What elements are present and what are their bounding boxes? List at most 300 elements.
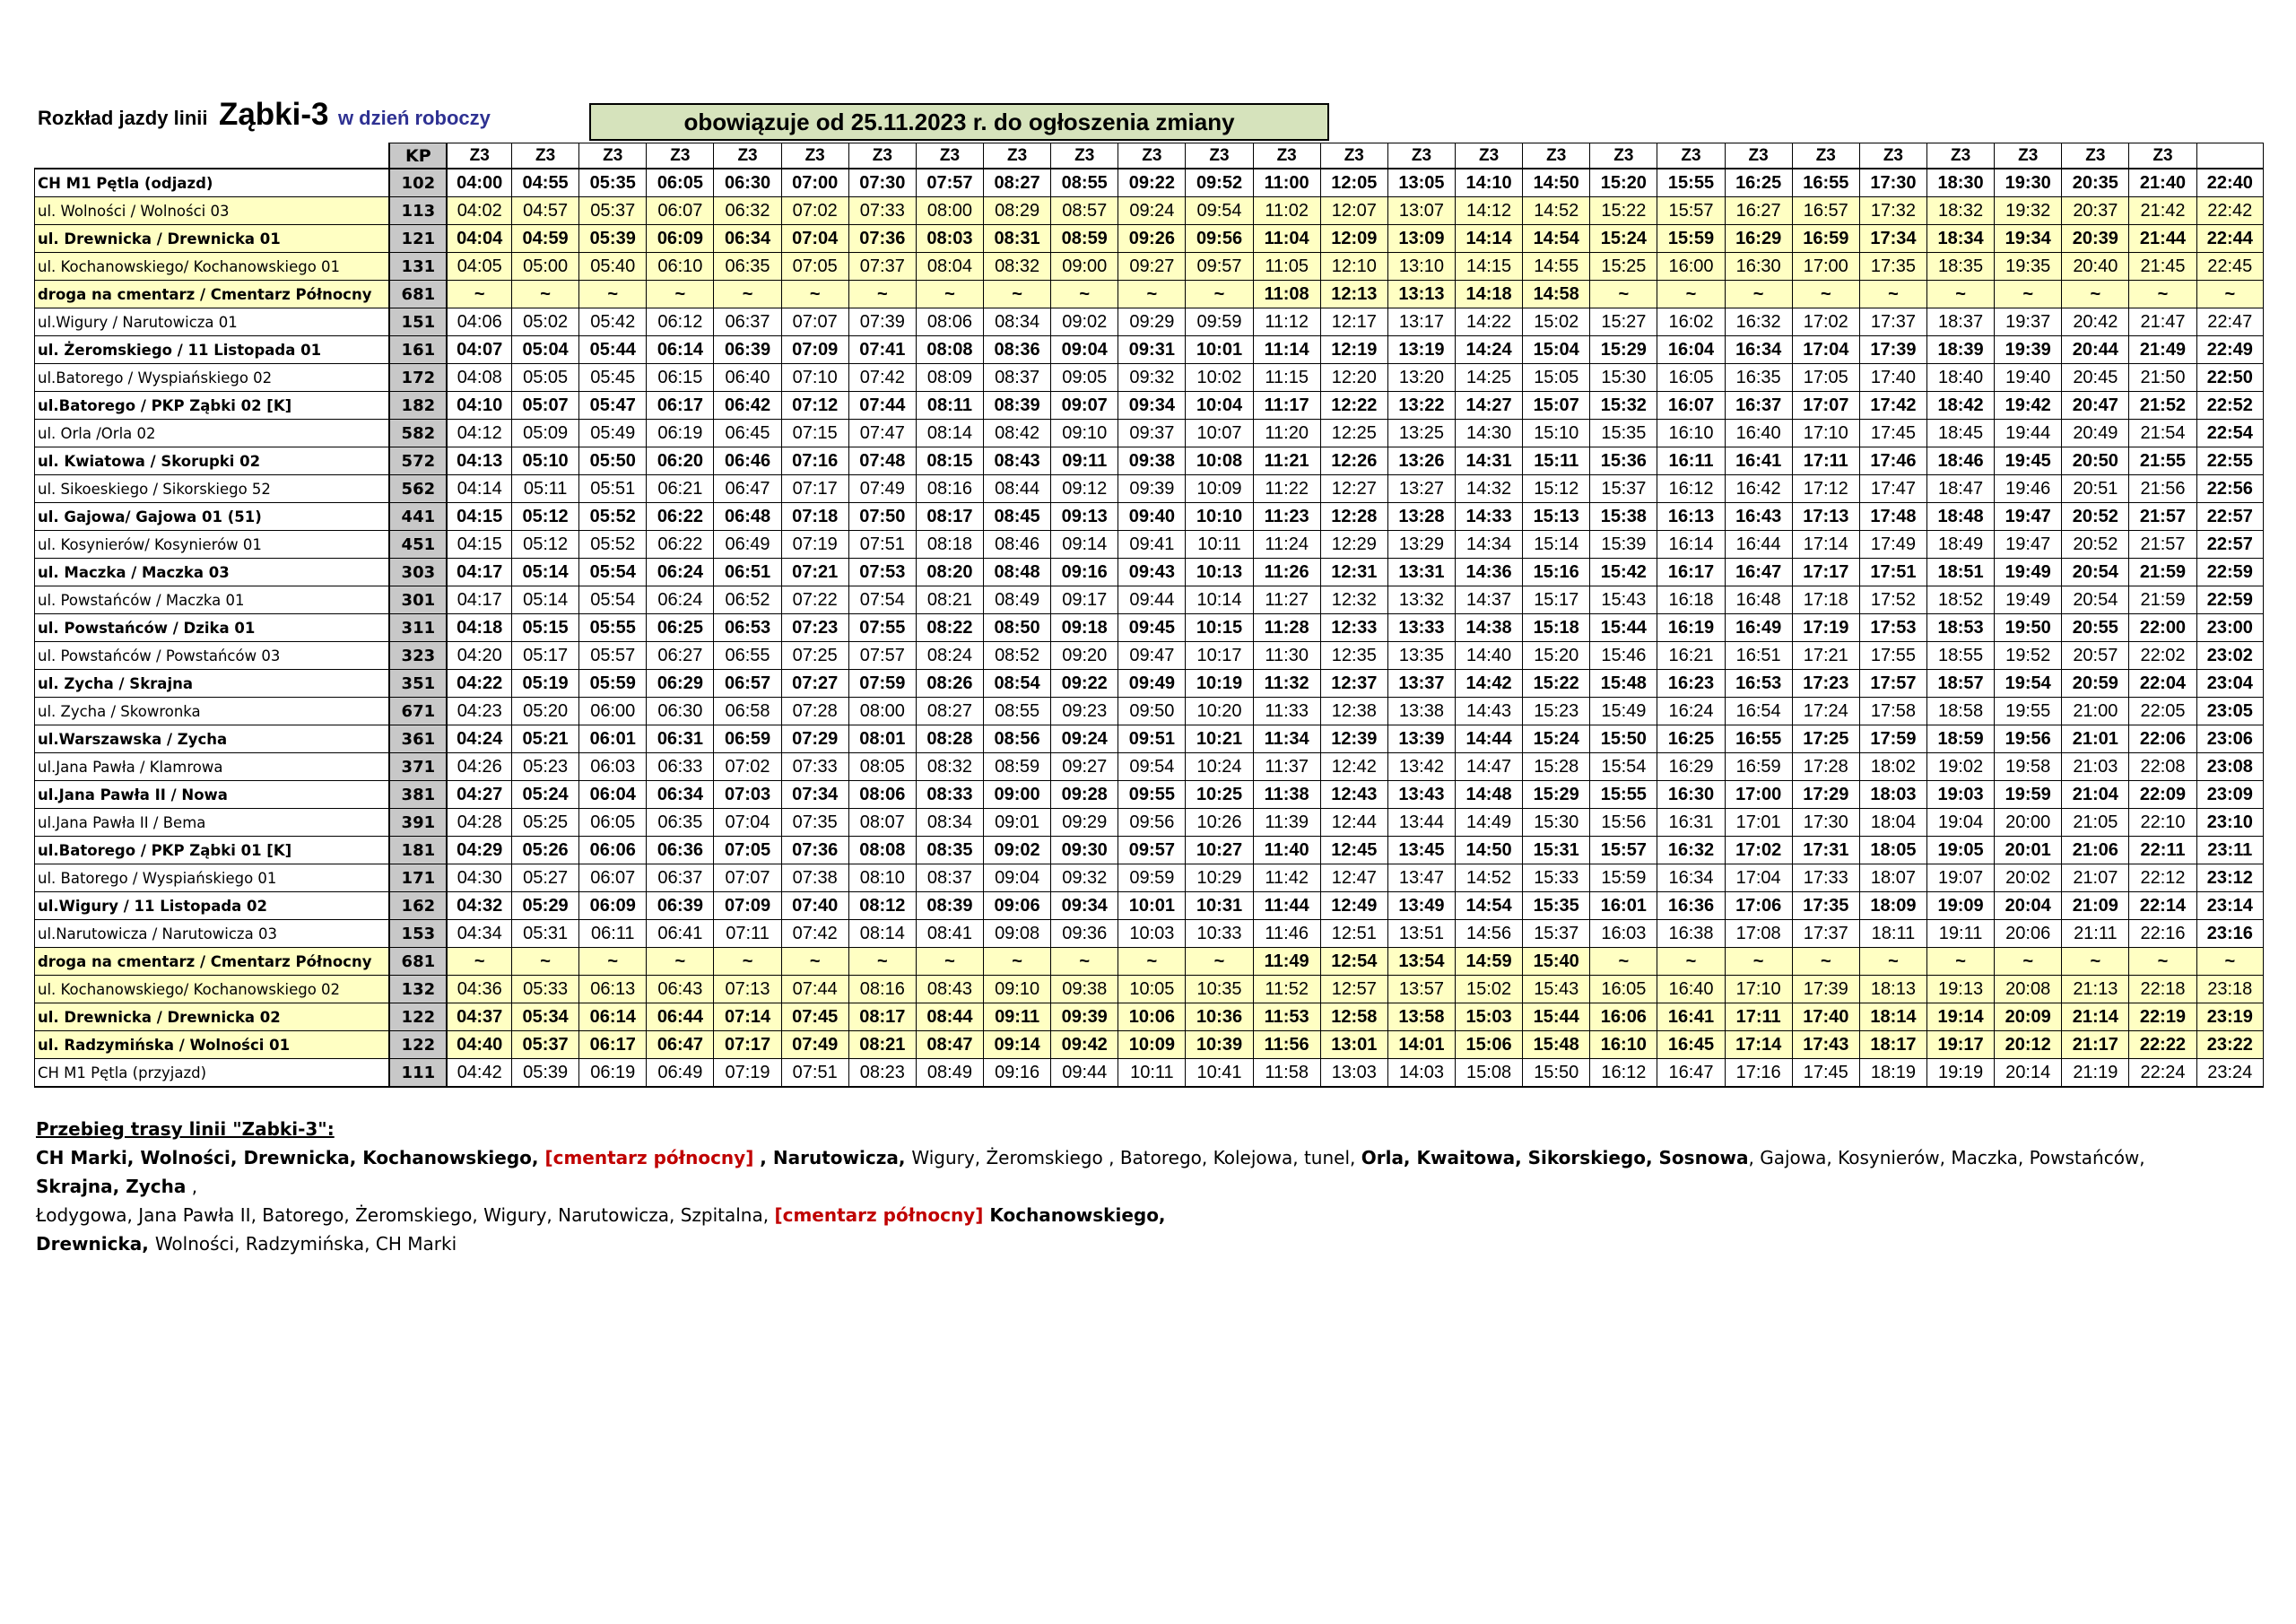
stop-kp: 171 [389, 864, 447, 892]
departure-time: 11:46 [1253, 920, 1320, 948]
course-header: Z3 [1523, 143, 1590, 169]
departure-time: 11:23 [1253, 503, 1320, 531]
departure-time: 10:04 [1186, 392, 1253, 420]
departure-time: 15:55 [1657, 169, 1725, 197]
departure-time: 06:30 [714, 169, 781, 197]
stop-kp: 391 [389, 809, 447, 837]
departure-time: 19:30 [1995, 169, 2062, 197]
departure-time: 12:32 [1320, 586, 1387, 614]
stop-kp: 111 [389, 1059, 447, 1088]
departure-time: 05:42 [579, 308, 647, 336]
stop-row [35, 642, 2264, 670]
course-header: Z3 [984, 143, 1051, 169]
departure-time: 19:11 [1927, 920, 1995, 948]
departure-time: 11:52 [1253, 976, 1320, 1003]
departure-time: 21:14 [2062, 1003, 2129, 1031]
departure-time: 07:45 [781, 1003, 848, 1031]
departure-time: 06:07 [579, 864, 647, 892]
departure-time: 17:37 [1792, 920, 1859, 948]
departure-time: 22:47 [2196, 308, 2263, 336]
departure-time: 14:58 [1523, 281, 1590, 308]
route-description [36, 1115, 2224, 1258]
departure-time: 06:29 [647, 670, 714, 698]
departure-time: 15:22 [1590, 197, 1657, 225]
departure-time: 17:30 [1792, 809, 1859, 837]
departure-time: 20:37 [2062, 197, 2129, 225]
stop-row [35, 503, 2264, 531]
departure-time: 09:18 [1051, 614, 1118, 642]
departure-time: 08:04 [916, 253, 983, 281]
departure-time: 15:12 [1523, 475, 1590, 503]
departure-time: 20:52 [2062, 531, 2129, 559]
departure-time: 22:44 [2196, 225, 2263, 253]
timetable-table [34, 143, 2264, 1088]
departure-time: 16:57 [1792, 197, 1859, 225]
route-segment: , [186, 1176, 198, 1197]
departure-time: 15:50 [1590, 725, 1657, 753]
course-header: Z3 [1792, 143, 1859, 169]
departure-time: 21:59 [2129, 586, 2196, 614]
departure-time: 18:57 [1927, 670, 1995, 698]
departure-time: 07:02 [781, 197, 848, 225]
departure-time: 09:05 [1051, 364, 1118, 392]
departure-time: 06:37 [647, 864, 714, 892]
departure-time: ~ [1118, 948, 1186, 976]
departure-time: 17:43 [1792, 1031, 1859, 1059]
departure-time: 17:58 [1859, 698, 1926, 725]
stop-kp: 161 [389, 336, 447, 364]
course-header: Z3 [1387, 143, 1455, 169]
departure-time: 16:59 [1725, 753, 1792, 781]
departure-time: 05:44 [579, 336, 647, 364]
departure-time: 15:48 [1523, 1031, 1590, 1059]
departure-time: 09:52 [1186, 169, 1253, 197]
departure-time: 11:38 [1253, 781, 1320, 809]
departure-time: 06:39 [714, 336, 781, 364]
departure-time: 05:25 [512, 809, 579, 837]
departure-time: 18:35 [1927, 253, 1995, 281]
departure-time: 05:59 [579, 670, 647, 698]
departure-time: 20:40 [2062, 253, 2129, 281]
departure-time: 09:29 [1118, 308, 1186, 336]
departure-time: 08:21 [848, 1031, 916, 1059]
stop-row [35, 948, 2264, 976]
departure-time: 14:56 [1456, 920, 1523, 948]
departure-time: 20:51 [2062, 475, 2129, 503]
course-header: Z3 [1657, 143, 1725, 169]
departure-time: 15:40 [1523, 948, 1590, 976]
departure-time: 07:38 [781, 864, 848, 892]
departure-time: 19:46 [1995, 475, 2062, 503]
course-header: Z3 [2062, 143, 2129, 169]
departure-time: 11:56 [1253, 1031, 1320, 1059]
course-header: Z3 [512, 143, 579, 169]
departure-time: 16:00 [1657, 253, 1725, 281]
stop-row [35, 781, 2264, 809]
departure-time: ~ [1118, 281, 1186, 308]
departure-time: 16:24 [1657, 698, 1725, 725]
route-segment: Wolności, Radzymińska, CH Marki [154, 1233, 457, 1255]
departure-time: 18:39 [1927, 336, 1995, 364]
departure-time: 11:28 [1253, 614, 1320, 642]
departure-time: 07:04 [781, 225, 848, 253]
route-segment: [cmentarz północny] [774, 1204, 984, 1226]
departure-time: 17:14 [1792, 531, 1859, 559]
departure-time: 06:13 [579, 976, 647, 1003]
route-segment: Kochanowskiego, [983, 1204, 1166, 1226]
departure-time: 10:07 [1186, 420, 1253, 447]
course-header [2196, 143, 2263, 169]
route-segment: [cmentarz północny] [544, 1147, 754, 1168]
departure-time: 19:49 [1995, 559, 2062, 586]
departure-time: 13:05 [1387, 169, 1455, 197]
departure-time: 12:13 [1320, 281, 1387, 308]
departure-time: 09:56 [1118, 809, 1186, 837]
course-header: Z3 [1320, 143, 1387, 169]
departure-time: 22:49 [2196, 336, 2263, 364]
departure-time: 16:42 [1725, 475, 1792, 503]
departure-time: 07:55 [848, 614, 916, 642]
departure-time: 20:12 [1995, 1031, 2062, 1059]
departure-time: 09:42 [1051, 1031, 1118, 1059]
departure-time: 18:59 [1927, 725, 1995, 753]
departure-time: 11:58 [1253, 1059, 1320, 1088]
departure-time: 08:16 [916, 475, 983, 503]
departure-time: 06:15 [647, 364, 714, 392]
departure-time: 15:43 [1523, 976, 1590, 1003]
course-header: Z3 [916, 143, 983, 169]
departure-time: ~ [2062, 281, 2129, 308]
departure-time: 09:54 [1118, 753, 1186, 781]
departure-time: 06:17 [647, 392, 714, 420]
departure-time: 15:59 [1590, 864, 1657, 892]
departure-time: 04:00 [447, 169, 511, 197]
departure-time: 07:10 [781, 364, 848, 392]
departure-time: 04:26 [447, 753, 511, 781]
departure-time: 16:25 [1657, 725, 1725, 753]
departure-time: 04:40 [447, 1031, 511, 1059]
departure-time: 06:25 [647, 614, 714, 642]
stop-row [35, 1031, 2264, 1059]
departure-time: 17:47 [1859, 475, 1926, 503]
departure-time: 09:41 [1118, 531, 1186, 559]
route-line-3 [36, 1229, 2224, 1258]
stop-row [35, 586, 2264, 614]
departure-time: 06:17 [579, 1031, 647, 1059]
stop-row [35, 253, 2264, 281]
departure-time: 09:39 [1118, 475, 1186, 503]
departure-time: 18:07 [1859, 864, 1926, 892]
departure-time: 21:00 [2062, 698, 2129, 725]
departure-time: ~ [781, 281, 848, 308]
stop-name: ul. Kochanowskiego/ Kochanowskiego 02 [35, 976, 390, 1003]
departure-time: 17:51 [1859, 559, 1926, 586]
departure-time: 17:48 [1859, 503, 1926, 531]
departure-time: 16:19 [1657, 614, 1725, 642]
departure-time: 10:24 [1186, 753, 1253, 781]
departure-time: 07:17 [781, 475, 848, 503]
stop-row [35, 169, 2264, 197]
departure-time: 17:53 [1859, 614, 1926, 642]
departure-time: 14:47 [1456, 753, 1523, 781]
departure-time: 17:04 [1792, 336, 1859, 364]
departure-time: 07:42 [848, 364, 916, 392]
departure-time: 05:45 [579, 364, 647, 392]
departure-time: 08:20 [916, 559, 983, 586]
departure-time: 21:13 [2062, 976, 2129, 1003]
departure-time: 09:01 [984, 809, 1051, 837]
departure-time: 07:05 [781, 253, 848, 281]
departure-time: 16:55 [1792, 169, 1859, 197]
departure-time: 07:44 [848, 392, 916, 420]
departure-time: 05:19 [512, 670, 579, 698]
departure-time: 22:00 [2129, 614, 2196, 642]
stop-name: ul. Zycha / Skrajna [35, 670, 390, 698]
departure-time: 16:53 [1725, 670, 1792, 698]
departure-time: 09:31 [1118, 336, 1186, 364]
departure-time: 17:05 [1792, 364, 1859, 392]
departure-time: 19:42 [1995, 392, 2062, 420]
departure-time: 10:41 [1186, 1059, 1253, 1088]
departure-time: 17:01 [1725, 809, 1792, 837]
departure-time: 12:57 [1320, 976, 1387, 1003]
departure-time: 08:23 [848, 1059, 916, 1088]
stop-kp: 681 [389, 281, 447, 308]
stop-name: ul.Wigury / 11 Listopada 02 [35, 892, 390, 920]
departure-time: 14:14 [1456, 225, 1523, 253]
departure-time: 16:06 [1590, 1003, 1657, 1031]
departure-time: 14:01 [1387, 1031, 1455, 1059]
departure-time: 09:10 [984, 976, 1051, 1003]
departure-time: 07:25 [781, 642, 848, 670]
departure-time: 07:17 [714, 1031, 781, 1059]
departure-time: 21:54 [2129, 420, 2196, 447]
departure-time: 08:44 [916, 1003, 983, 1031]
departure-time: 09:36 [1051, 920, 1118, 948]
departure-time: ~ [1725, 281, 1792, 308]
departure-time: 12:37 [1320, 670, 1387, 698]
departure-time: 13:35 [1387, 642, 1455, 670]
stop-kp: 162 [389, 892, 447, 920]
departure-time: 18:37 [1927, 308, 1995, 336]
departure-time: 07:12 [781, 392, 848, 420]
departure-time: 14:48 [1456, 781, 1523, 809]
departure-time: ~ [1859, 948, 1926, 976]
departure-time: 08:49 [984, 586, 1051, 614]
departure-time: 19:56 [1995, 725, 2062, 753]
departure-time: 07:09 [781, 336, 848, 364]
departure-time: 09:16 [1051, 559, 1118, 586]
departure-time: 04:06 [447, 308, 511, 336]
departure-time: 20:09 [1995, 1003, 2062, 1031]
departure-time: 13:31 [1387, 559, 1455, 586]
departure-time: 06:35 [647, 809, 714, 837]
departure-time: ~ [579, 281, 647, 308]
departure-time: 21:44 [2129, 225, 2196, 253]
departure-time: 19:52 [1995, 642, 2062, 670]
departure-time: 16:34 [1725, 336, 1792, 364]
departure-time: 16:29 [1657, 753, 1725, 781]
departure-time: 07:21 [781, 559, 848, 586]
departure-time: ~ [2196, 281, 2263, 308]
departure-time: 20:00 [1995, 809, 2062, 837]
departure-time: 09:17 [1051, 586, 1118, 614]
departure-time: 22:10 [2129, 809, 2196, 837]
departure-time: 06:01 [579, 725, 647, 753]
departure-time: 14:15 [1456, 253, 1523, 281]
departure-time: 20:57 [2062, 642, 2129, 670]
departure-time: 08:35 [916, 837, 983, 864]
departure-time: ~ [916, 948, 983, 976]
departure-time: 13:54 [1387, 948, 1455, 976]
departure-time: 08:39 [984, 392, 1051, 420]
departure-time: 19:19 [1927, 1059, 1995, 1088]
stop-row [35, 837, 2264, 864]
departure-time: 07:07 [714, 864, 781, 892]
departure-time: 13:20 [1387, 364, 1455, 392]
departure-time: 10:02 [1186, 364, 1253, 392]
departure-time: 09:59 [1186, 308, 1253, 336]
departure-time: 22:06 [2129, 725, 2196, 753]
departure-time: 05:07 [512, 392, 579, 420]
departure-time: 16:36 [1657, 892, 1725, 920]
stop-name: ul. Maczka / Maczka 03 [35, 559, 390, 586]
departure-time: 19:35 [1995, 253, 2062, 281]
departure-time: 05:40 [579, 253, 647, 281]
departure-time: 23:00 [2196, 614, 2263, 642]
departure-time: 17:02 [1792, 308, 1859, 336]
departure-time: 09:06 [984, 892, 1051, 920]
departure-time: 21:09 [2062, 892, 2129, 920]
departure-time: 06:04 [579, 781, 647, 809]
departure-time: 08:44 [984, 475, 1051, 503]
departure-time: 17:07 [1792, 392, 1859, 420]
course-header: Z3 [2129, 143, 2196, 169]
departure-time: 17:32 [1859, 197, 1926, 225]
departure-time: 10:03 [1118, 920, 1186, 948]
departure-time: 17:25 [1792, 725, 1859, 753]
departure-time: 07:57 [916, 169, 983, 197]
departure-time: 20:47 [2062, 392, 2129, 420]
course-header: Z3 [647, 143, 714, 169]
departure-time: 08:59 [1051, 225, 1118, 253]
departure-time: 17:57 [1859, 670, 1926, 698]
departure-time: ~ [1186, 948, 1253, 976]
departure-time: 11:49 [1253, 948, 1320, 976]
departure-time: 06:00 [579, 698, 647, 725]
departure-time: 08:14 [916, 420, 983, 447]
departure-time: 07:00 [781, 169, 848, 197]
departure-time: 14:50 [1523, 169, 1590, 197]
stop-kp: 582 [389, 420, 447, 447]
departure-time: 14:03 [1387, 1059, 1455, 1088]
departure-time: 16:17 [1657, 559, 1725, 586]
departure-time: 11:20 [1253, 420, 1320, 447]
departure-time: 05:02 [512, 308, 579, 336]
departure-time: 12:51 [1320, 920, 1387, 948]
departure-time: 06:32 [714, 197, 781, 225]
departure-time: 05:33 [512, 976, 579, 1003]
departure-time: ~ [2129, 281, 2196, 308]
departure-time: 07:47 [848, 420, 916, 447]
departure-time: 17:11 [1792, 447, 1859, 475]
departure-time: 05:37 [512, 1031, 579, 1059]
departure-time: 13:28 [1387, 503, 1455, 531]
departure-time: 21:59 [2129, 559, 2196, 586]
departure-time: 11:39 [1253, 809, 1320, 837]
departure-time: 04:02 [447, 197, 511, 225]
departure-time: 08:29 [984, 197, 1051, 225]
stop-name: ul.Batorego / Wyspiańskiego 02 [35, 364, 390, 392]
stop-name: ul.Warszawska / Zycha [35, 725, 390, 753]
departure-time: 17:14 [1725, 1031, 1792, 1059]
stop-row [35, 753, 2264, 781]
departure-time: 10:36 [1186, 1003, 1253, 1031]
departure-time: 07:42 [781, 920, 848, 948]
departure-time: 10:27 [1186, 837, 1253, 864]
departure-time: 15:30 [1523, 809, 1590, 837]
departure-time: 19:54 [1995, 670, 2062, 698]
departure-time: ~ [1051, 281, 1118, 308]
departure-time: 13:45 [1387, 837, 1455, 864]
departure-time: 14:59 [1456, 948, 1523, 976]
departure-time: 11:53 [1253, 1003, 1320, 1031]
stop-name: ul. Powstańców / Dzika 01 [35, 614, 390, 642]
route-segment: Drewnicka, [36, 1233, 155, 1255]
departure-time: 19:03 [1927, 781, 1995, 809]
departure-time: 06:42 [714, 392, 781, 420]
course-header: Z3 [1995, 143, 2062, 169]
departure-time: ~ [1927, 948, 1995, 976]
departure-time: 11:24 [1253, 531, 1320, 559]
departure-time: 23:02 [2196, 642, 2263, 670]
departure-time: ~ [1792, 948, 1859, 976]
departure-time: 17:40 [1792, 1003, 1859, 1031]
departure-time: 09:44 [1118, 586, 1186, 614]
departure-time: 08:17 [916, 503, 983, 531]
departure-time: 06:10 [647, 253, 714, 281]
departure-time: 23:05 [2196, 698, 2263, 725]
departure-time: 06:12 [647, 308, 714, 336]
stop-name: droga na cmentarz / Cmentarz Północny [35, 948, 390, 976]
departure-time: 07:36 [781, 837, 848, 864]
departure-time: 20:06 [1995, 920, 2062, 948]
stop-name: ul.Wigury / Narutowicza 01 [35, 308, 390, 336]
departure-time: 18:17 [1859, 1031, 1926, 1059]
departure-time: 07:30 [848, 169, 916, 197]
departure-time: 07:44 [781, 976, 848, 1003]
departure-time: 17:59 [1859, 725, 1926, 753]
departure-time: 08:55 [1051, 169, 1118, 197]
route-segment: Łodygowa, Jana Pawła II, Batorego, Żeromskiego, Wigury, Narutowicza, Szpitalna, [36, 1204, 775, 1226]
departure-time: 20:04 [1995, 892, 2062, 920]
departure-time: 06:27 [647, 642, 714, 670]
departure-time: 15:46 [1590, 642, 1657, 670]
departure-time: 17:19 [1792, 614, 1859, 642]
departure-time: 18:02 [1859, 753, 1926, 781]
stop-name: ul. Gajowa/ Gajowa 01 (51) [35, 503, 390, 531]
departure-time: 09:12 [1051, 475, 1118, 503]
course-header: Z3 [1456, 143, 1523, 169]
stop-name: ul. Powstańców / Maczka 01 [35, 586, 390, 614]
stop-kp: 172 [389, 364, 447, 392]
departure-time: 12:19 [1320, 336, 1387, 364]
departure-time: 10:19 [1186, 670, 1253, 698]
departure-time: 10:33 [1186, 920, 1253, 948]
departure-time: 15:35 [1523, 892, 1590, 920]
departure-time: ~ [2062, 948, 2129, 976]
departure-time: 05:47 [579, 392, 647, 420]
